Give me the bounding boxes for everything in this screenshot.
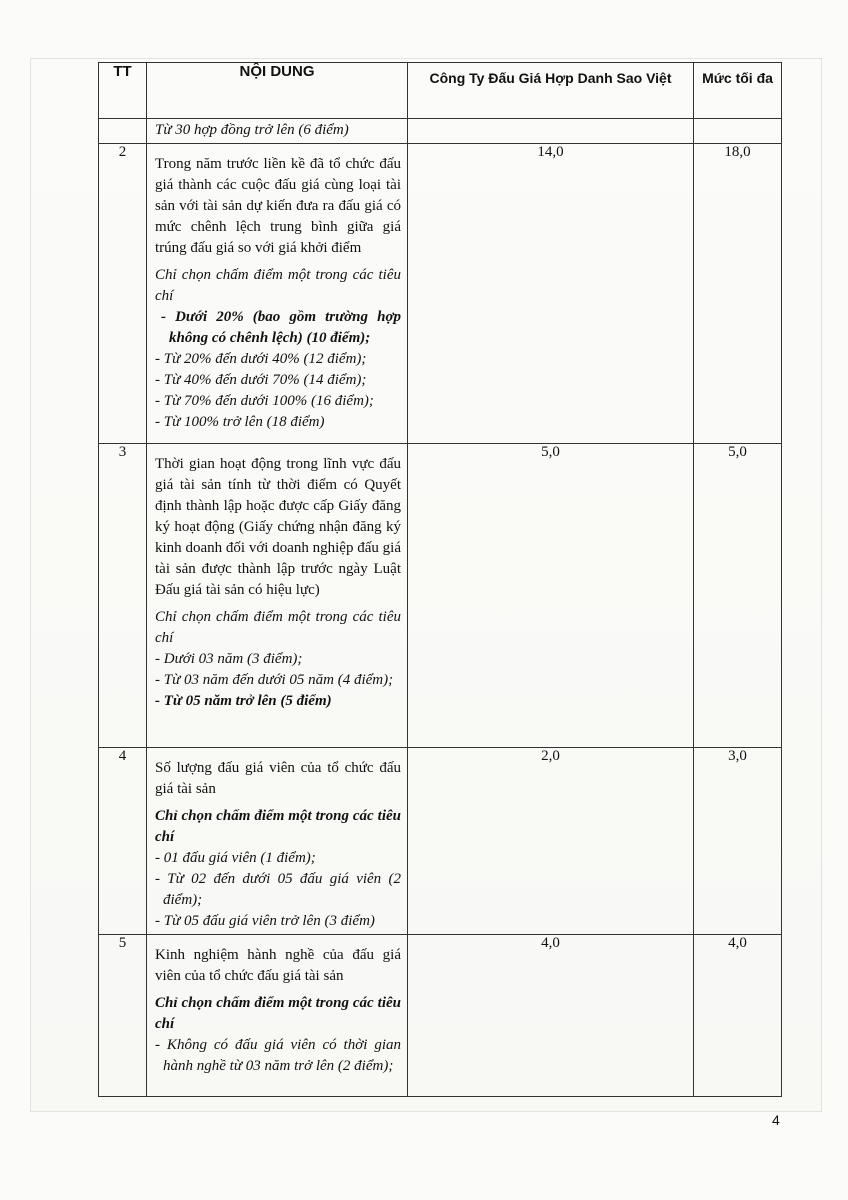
criterion-option: - Từ 05 đấu giá viên trở lên (3 điểm) xyxy=(155,913,375,929)
score-value: 14,0 xyxy=(408,144,694,444)
criterion-option: - Từ 70% đến dưới 100% (16 điểm); xyxy=(155,393,374,409)
cell-content xyxy=(147,144,408,444)
criterion-instruction: Chỉ chọn chấm điểm một trong các tiêu chí xyxy=(155,609,401,646)
evaluation-table xyxy=(98,62,782,1097)
criterion-option: - Từ 40% đến dưới 70% (14 điểm); xyxy=(155,372,367,388)
criterion-option: - Từ 05 năm trở lên (5 điểm) xyxy=(155,693,332,709)
cell-tt-empty xyxy=(99,119,147,144)
row-number: 3 xyxy=(99,444,147,748)
criterion-instruction: Chỉ chọn chấm điểm một trong các tiêu chí xyxy=(155,995,401,1032)
cell-content xyxy=(147,935,408,1097)
header-row xyxy=(99,63,782,119)
criterion-option: - Từ 100% trở lên (18 điểm) xyxy=(155,414,325,430)
max-value: 4,0 xyxy=(694,935,782,1097)
header-max xyxy=(694,63,782,119)
max-value: 3,0 xyxy=(694,748,782,935)
criterion-option: - Không có đấu giá viên có thời gian hành nghề từ 03 năm trở lên (2 điểm); xyxy=(155,1037,401,1074)
criterion-option: - Dưới 03 năm (3 điểm); xyxy=(155,651,303,667)
criterion-option: - Từ 20% đến dưới 40% (12 điểm); xyxy=(155,351,367,367)
max-value: 18,0 xyxy=(694,144,782,444)
criterion-option: - Từ 03 năm đến dưới 05 năm (4 điểm); xyxy=(155,672,394,688)
row-number: 4 xyxy=(99,748,147,935)
cell-score-empty xyxy=(408,119,694,144)
table-row xyxy=(99,144,782,444)
header-max-text: Mức tối đa xyxy=(702,70,773,86)
table-row xyxy=(99,935,782,1097)
cell-content xyxy=(147,444,408,748)
row-number: 2 xyxy=(99,144,147,444)
cell-content xyxy=(147,748,408,935)
cell-max-empty xyxy=(694,119,782,144)
header-company-text: Công Ty Đấu Giá Hợp Danh Sao Việt xyxy=(429,70,672,86)
table-row-top xyxy=(99,119,782,144)
score-value: 2,0 xyxy=(408,748,694,935)
header-company xyxy=(408,63,694,119)
table-row xyxy=(99,748,782,935)
criterion-instruction: Chỉ chọn chấm điểm một trong các tiêu chí xyxy=(155,808,401,845)
score-value: 4,0 xyxy=(408,935,694,1097)
max-value: 5,0 xyxy=(694,444,782,748)
criterion-option: - 01 đấu giá viên (1 điểm); xyxy=(155,850,316,866)
cell-content xyxy=(147,119,408,144)
score-value: 5,0 xyxy=(408,444,694,748)
row-number: 5 xyxy=(99,935,147,1097)
criterion-instruction: Chỉ chọn chấm điểm một trong các tiêu chí xyxy=(155,267,401,304)
criterion-description: Thời gian hoạt động trong lĩnh vực đấu giá tài sản tính từ thời điểm có Quyết định thành lập hoặc được cấp Giấy đăng ký hoạt động (Giấy chứng nhận đăng ký kinh doanh đối với doanh nghiệp đấu giá tài sản được thành lập trước ngày Luật Đấu giá tài sản có hiệu lực) xyxy=(155,456,401,598)
criterion-option: - Dưới 20% (bao gồm trường hợp không có chênh lệch) (10 điểm); xyxy=(161,309,401,346)
header-tt: TT xyxy=(99,63,147,119)
header-content: NỘI DUNG xyxy=(147,63,408,119)
table-row xyxy=(99,444,782,748)
page-number: 4 xyxy=(772,1112,780,1128)
row-top-text: Từ 30 hợp đồng trở lên (6 điểm) xyxy=(155,122,349,138)
criterion-option: - Từ 02 đến dưới 05 đấu giá viên (2 điểm); xyxy=(155,871,401,908)
criterion-description: Kinh nghiệm hành nghề của đấu giá viên của tổ chức đấu giá tài sản xyxy=(155,947,401,984)
criterion-description: Số lượng đấu giá viên của tổ chức đấu giá tài sản xyxy=(155,760,401,797)
criterion-description: Trong năm trước liền kề đã tổ chức đấu giá thành các cuộc đấu giá cùng loại tài sản với tài sản dự kiến đưa ra đấu giá có mức chênh lệch trung bình giữa giá trúng đấu giá so với giá khởi điểm xyxy=(155,156,401,256)
